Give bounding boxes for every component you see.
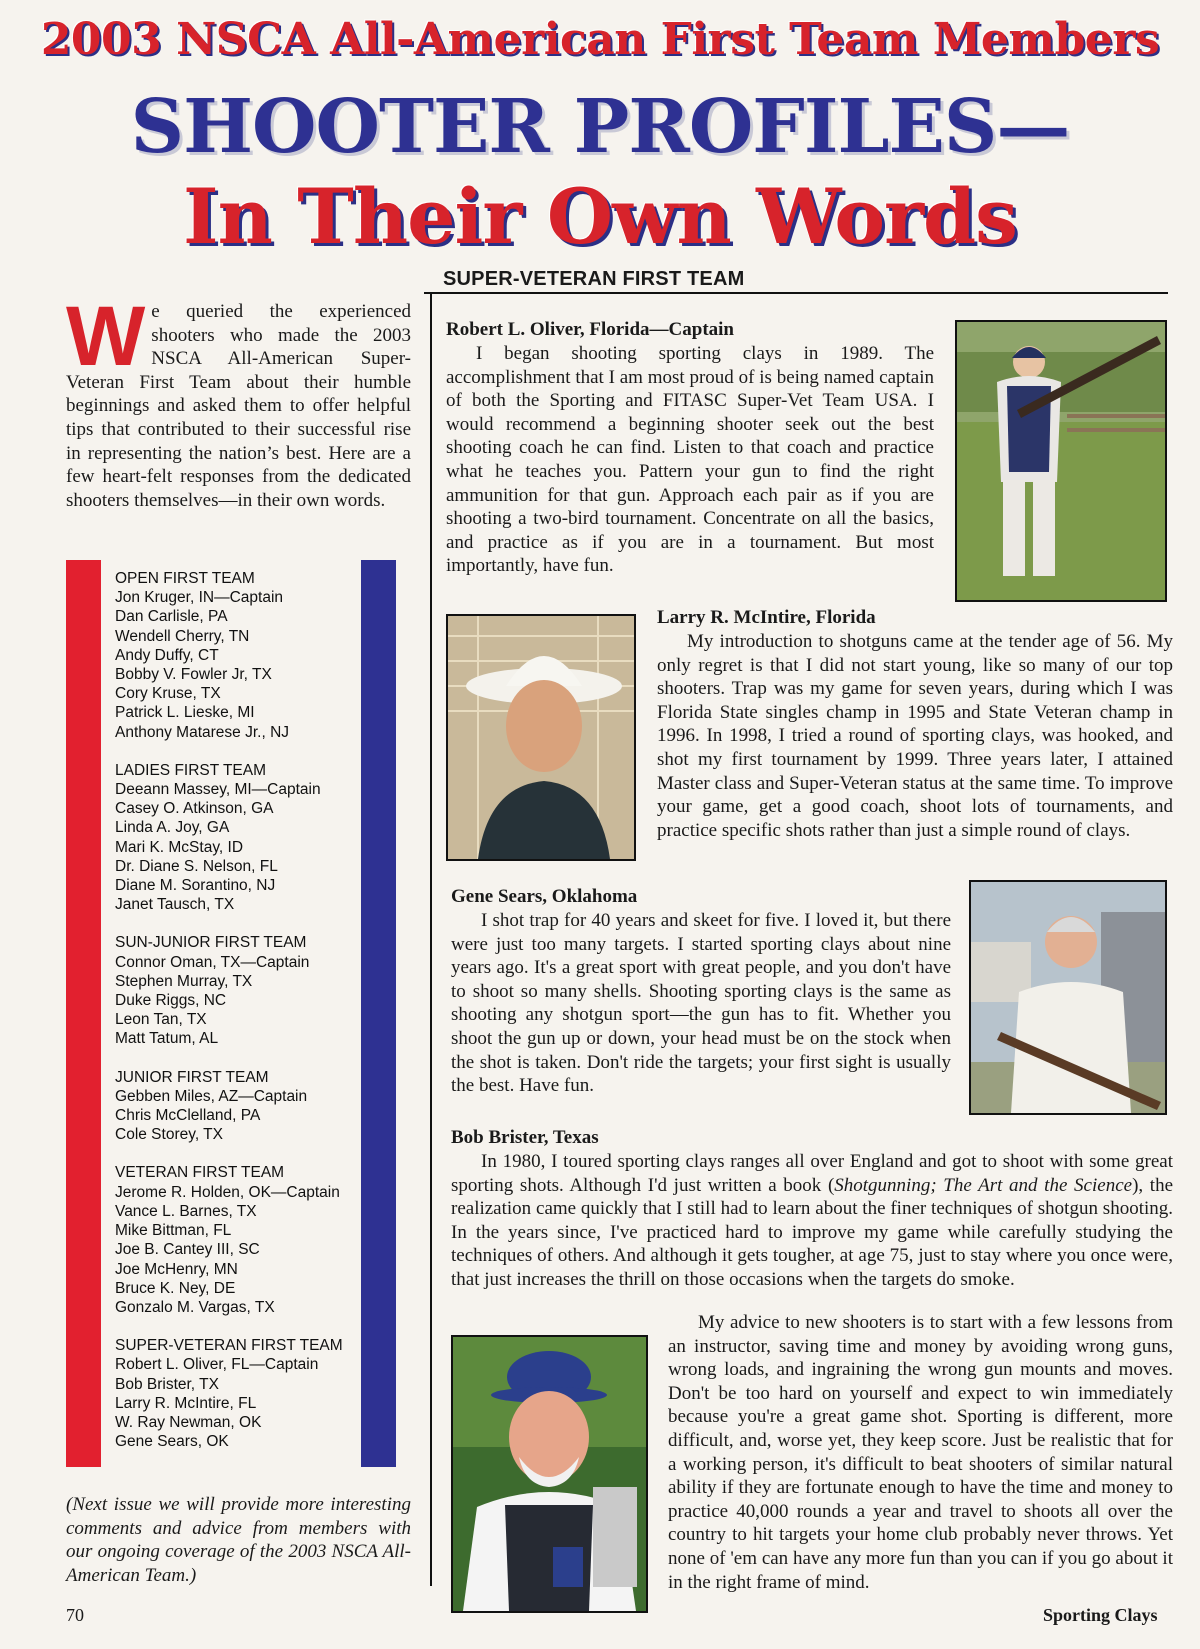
roster-member: Joe McHenry, MN [115,1260,238,1278]
roster-member: Anthony Matarese Jr., NJ [115,723,290,741]
profile-mcintire [657,606,1173,842]
roster-member: Jon Kruger, IN—Captain [115,589,284,607]
profile-name: Gene Sears, Oklahoma [451,886,638,907]
headline-team-members: 2003 NSCA All-American First Team Members [40,14,1160,65]
roster-member: Linda A. Joy, GA [115,819,230,837]
roster-member: Matt Tatum, AL [115,1030,219,1048]
roster-member: Bruce K. Ney, DE [115,1279,236,1297]
roster-member: Vance L. Barnes, TX [115,1202,257,1220]
roster-member: Chris McClelland, PA [115,1107,261,1125]
roster-member: Patrick L. Lieske, MI [115,704,255,722]
roster-group-title: JUNIOR FIRST TEAM [115,1068,269,1086]
section-title: SUPER-VETERAN FIRST TEAM [443,268,745,290]
roster-member: W. Ray Newman, OK [115,1413,262,1431]
roster-member: Bobby V. Fowler Jr, TX [115,666,272,684]
roster-member: Dan Carlisle, PA [115,608,228,626]
profile-text: My advice to new shooters is to start with a few lessons from an instructor, saving time and money by avoiding wrong guns, wrong loads, and ingraining the wrong gun mounts and moves. Don't be too hard on yourself and expect to win immediately because you're a great game shot. Sporting is different, more difficult, and, worse yet, they keep score. Just be realistic that for a working person, it's difficult to beat shooters of similar natural ability if they are fortunate enough to have the time and money to practice 40,000 rounds a year and travel to shoots all over the country to hit targets your home club probably never throws. Yet none of 'em can have any more fun than you can if you go about it in the right frame of mind. [668,1312,1173,1593]
photo-mcintire [446,614,636,861]
roster-group-title: LADIES FIRST TEAM [115,761,267,779]
roster-member: Cory Kruse, TX [115,685,221,703]
roster-member: Casey O. Atkinson, GA [115,800,274,818]
profile-text: I shot trap for 40 years and skeet for five. I loved it, but there were just too many targets. I started sporting clays about nine years ago. It's a great sport with great people, and you don't have to shoot so many shells. Shooting sporting clays is the same as shooting any shotgun sport—the gun has to fit. Whether you shoot the gun up or down, your head must be on the stock when the shot is taken. Don't ride the targets; your first sight is usually the best. Have fun. [451,910,951,1097]
roster-member: Mike Bittman, FL [115,1222,232,1240]
next-issue-note: (Next issue we will provide more interesting comments and advice from members with our ongoing coverage of the 2003 NSCA All-American Team.) [66,1494,411,1586]
roster-member: Deeann Massey, MI—Captain [115,781,321,799]
roster-member: Wendell Cherry, TN [115,627,250,645]
roster-member: Bob Brister, TX [115,1375,219,1393]
profile-brister-advice [451,1311,1173,1613]
roster-member: Gonzalo M. Vargas, TX [115,1298,275,1316]
roster-member: Stephen Murray, TX [115,972,253,990]
roster-member: Cole Storey, TX [115,1126,223,1144]
team-roster [115,569,355,1470]
drop-cap: W [66,289,146,383]
headline-own-words: In Their Own Words [183,172,1017,261]
profile-brister [451,1126,1173,1292]
roster-member: Andy Duffy, CT [115,646,219,664]
roster-group-title: VETERAN FIRST TEAM [115,1164,285,1182]
roster-group [115,933,355,1048]
profile-text: My introduction to shotguns came at the tender age of 56. My only regret is that I did not start young, like so many of our top shooters. Trap was my game for seven years, during which I was Florida State singles champ in 1995 and State Veteran champ in 1996. In 1998, I tried a round of sporting clays, was hooked, and shot my first tournament by 1999. Three years later, I attained Master class and Super-Veteran status at the same time. To improve your game, get a good coach, shoot lots of tournaments, and practice specific shots rather than just a simple round of clays. [657,631,1173,841]
roster-member: Connor Oman, TX—Captain [115,953,310,971]
roster-group [115,569,355,742]
intro-paragraph [66,289,411,512]
profile-name: Larry R. McIntire, Florida [657,607,876,628]
roster-member: Dr. Diane S. Nelson, FL [115,857,278,875]
roster-member: Gebben Miles, AZ—Captain [115,1087,308,1105]
roster-member: Duke Riggs, NC [115,992,227,1010]
magazine-name: Sporting Clays [1043,1605,1158,1625]
blue-stripe [361,560,396,1467]
page-number: 70 [66,1605,84,1625]
profile-name: Robert L. Oliver, Florida—Captain [446,319,734,340]
roster-group [115,1336,355,1451]
photo-sears [969,880,1167,1115]
roster-member: Janet Tausch, TX [115,896,235,914]
roster-group [115,761,355,915]
section-rule [424,292,1168,294]
photo-brister [451,1335,648,1613]
roster-member: Larry R. McIntire, FL [115,1394,257,1412]
roster-group-title: OPEN FIRST TEAM [115,570,255,587]
roster-member: Jerome R. Holden, OK—Captain [115,1183,340,1201]
roster-member: Gene Sears, OK [115,1433,229,1451]
roster-member: Joe B. Cantey III, SC [115,1241,260,1259]
photo-oliver [955,320,1167,602]
red-stripe [66,560,101,1467]
profile-text: In 1980, I toured sporting clays ranges all over England and got to shoot with some great sporting shots. Although I'd just written a book (Shotgunning; The Art and the Science), the realization came quickly that I still had to learn about the finer techniques of shotgun shooting. In the years since, I've practiced hard to improve my game while carefully studying the techniques of others. And although it gets tougher, at age 75, just to stay where you once were, that just increases the thrill on those occasions when the targets do smoke. [451,1151,1173,1290]
roster-member: Mari K. McStay, ID [115,838,244,856]
roster-group-title: SUN-JUNIOR FIRST TEAM [115,934,307,952]
roster-member: Robert L. Oliver, FL—Captain [115,1356,319,1374]
roster-group-title: SUPER-VETERAN FIRST TEAM [115,1337,343,1355]
profile-text: I began shooting sporting clays in 1989. The accomplishment that I am most proud of is being named captain of both the Sporting and FITASC Super-Vet Team USA. I would recommend a beginning shooter seek out the best shooting coach he can find. Listen to that coach and practice what he teaches you. Pattern your gun to find the right ammunition for that gun. Approach each pair as if you are shooting a two-bird tournament. Concentrate on all the basics, and practice as if you are in a tournament. But most importantly, have fun. [446,343,934,577]
profile-sears [451,885,951,1098]
intro-text: e queried the experienced shooters who made the 2003 NSCA All-American Super-Veteran First Team about their humble beginnings and asked them to offer helpful tips that contributed to their successful rise in representing the nation’s best. Here are a few heart-felt responses from the dedicated shooters themselves—in their own words. [66,301,411,511]
roster-group [115,1068,355,1145]
roster-group [115,1163,355,1317]
headline-shooter-profiles: SHOOTER PROFILES— [130,84,1070,170]
roster-member: Leon Tan, TX [115,1011,207,1029]
profile-name: Bob Brister, Texas [451,1127,599,1148]
profile-oliver [446,318,934,578]
column-rule [430,292,432,1586]
book-title: Shotgunning; The Art and the Science [834,1174,1133,1196]
roster-member: Diane M. Sorantino, NJ [115,877,276,895]
